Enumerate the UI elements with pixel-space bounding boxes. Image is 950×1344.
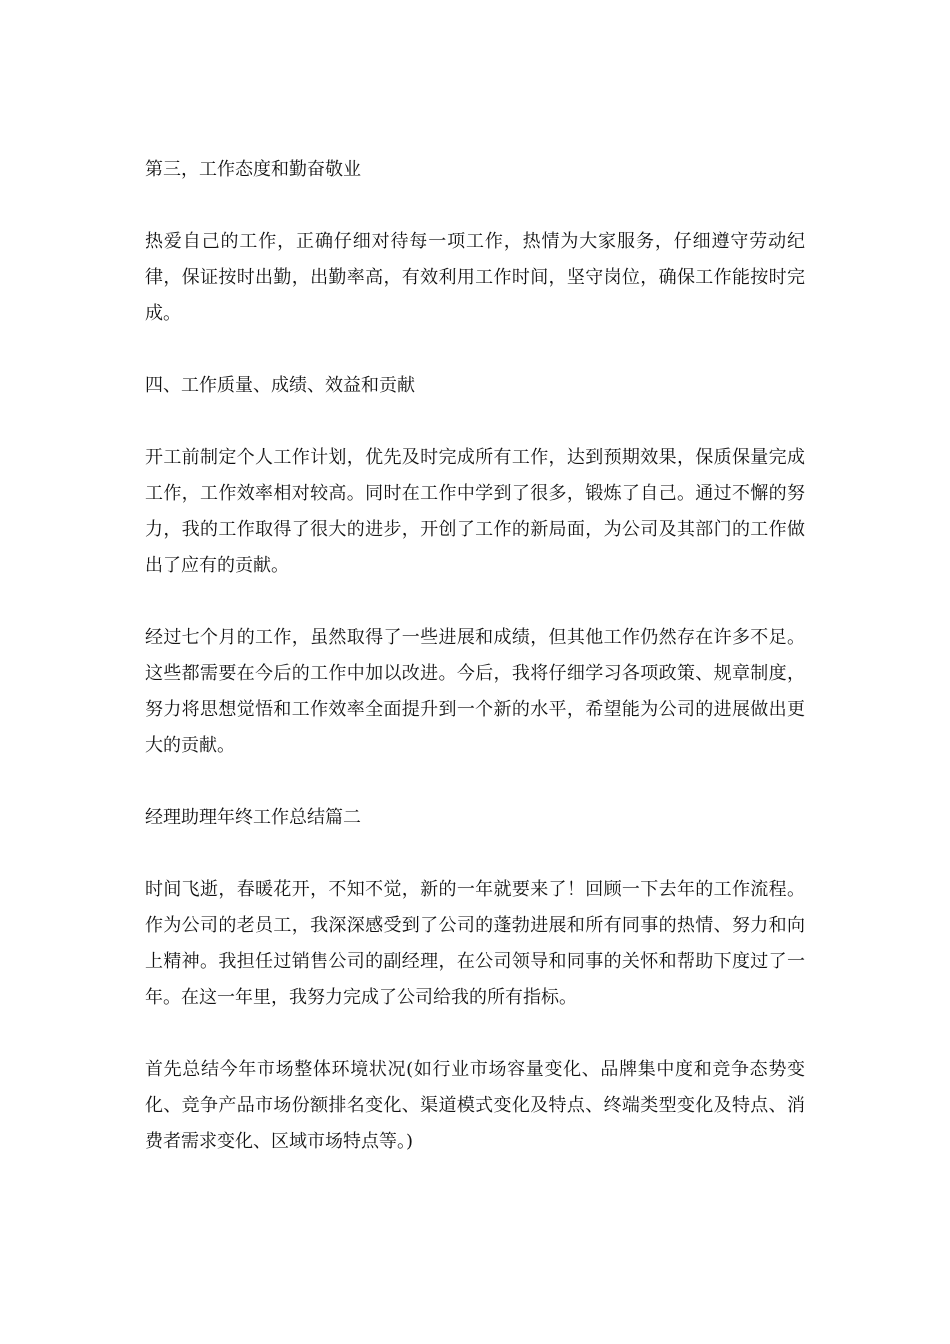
paragraph-work-plan: 开工前制定个人工作计划，优先及时完成所有工作，达到预期效果，保质保量完成工作，工作效率相对较高。同时在工作中学到了很多，锻炼了自己。通过不懈的努力，我的工作取得了很大的进步，开创了工作的新局面，为公司及其部门的工作做出了应有的贡献。 [145, 447, 805, 576]
section-heading-work-quality: 四、工作质量、成绩、效益和贡献 [145, 375, 415, 396]
paragraph-improvement: 经过七个月的工作，虽然取得了一些进展和成绩，但其他工作仍然存在许多不足。这些都需要在今后的工作中加以改进。今后，我将仔细学习各项政策、规章制度，努力将思想觉悟和工作效率全面提升到一个新的水平，希望能为公司的进展做出更大的贡献。 [145, 627, 805, 756]
document-body [145, 152, 805, 1196]
section-heading-work-attitude: 第三，工作态度和勤奋敬业 [145, 159, 361, 180]
article-heading-part-two: 经理助理年终工作总结篇二 [145, 807, 361, 828]
paragraph-market-summary: 首先总结今年市场整体环境状况(如行业市场容量变化、品牌集中度和竞争态势变化、竞争产品市场份额排名变化、渠道模式变化及特点、终端类型变化及特点、消费者需求变化、区域市场特点等。) [145, 1059, 805, 1152]
paragraph-work-attitude: 热爱自己的工作，正确仔细对待每一项工作，热情为大家服务，仔细遵守劳动纪律，保证按时出勤，出勤率高，有效利用工作时间，坚守岗位，确保工作能按时完成。 [145, 231, 805, 324]
paragraph-year-review: 时间飞逝，春暖花开，不知不觉，新的一年就要来了！回顾一下去年的工作流程。作为公司的老员工，我深深感受到了公司的蓬勃进展和所有同事的热情、努力和向上精神。我担任过销售公司的副经理，在公司领导和同事的关怀和帮助下度过了一年。在这一年里，我努力完成了公司给我的所有指标。 [145, 879, 805, 1008]
